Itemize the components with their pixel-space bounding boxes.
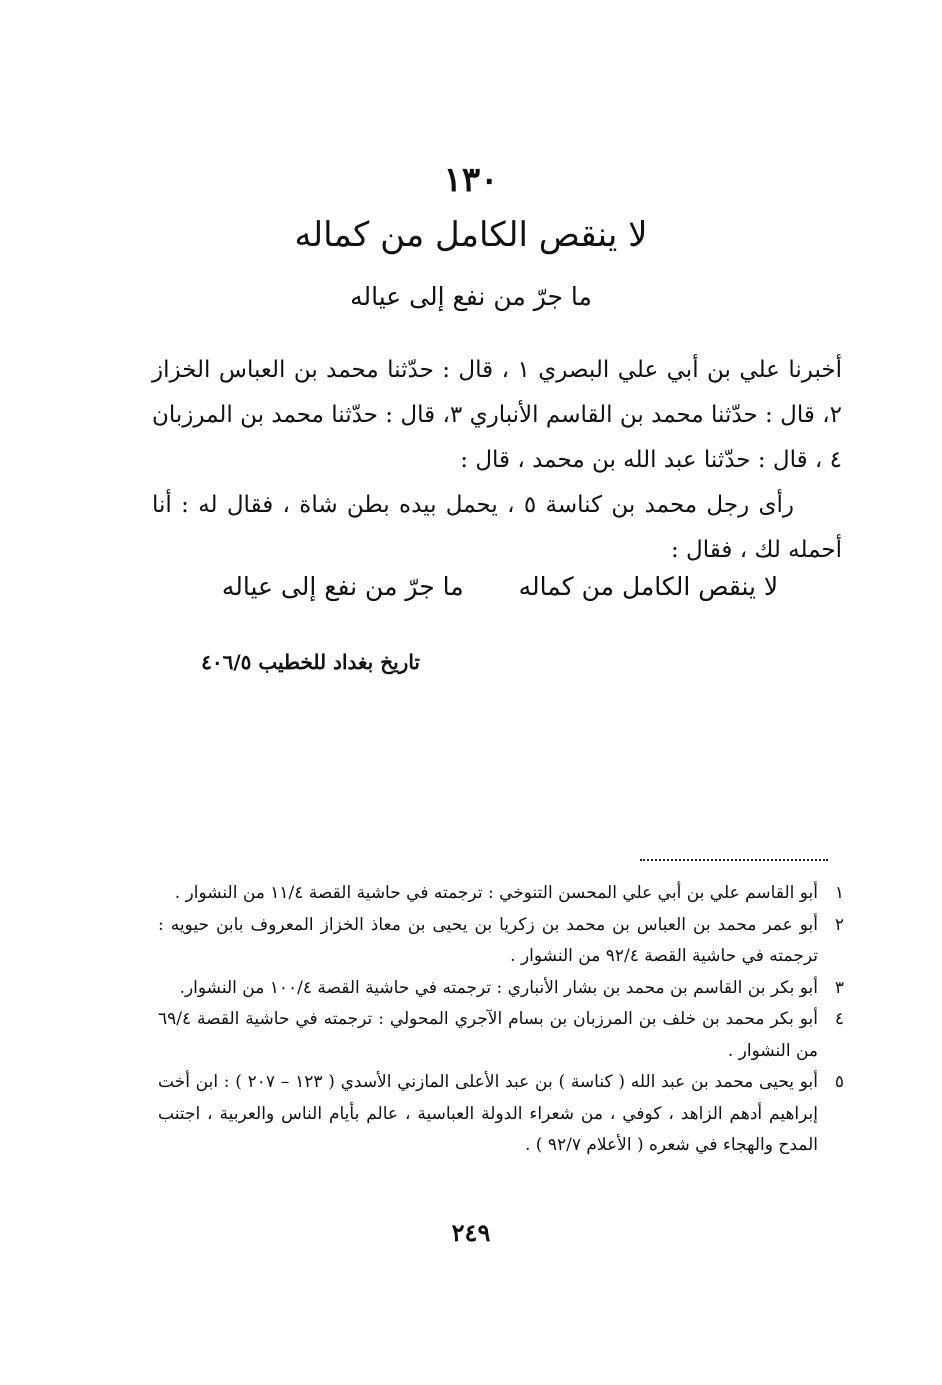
footnote-text: أبو عمر محمد بن العباس بن محمد بن زكريا بن يحيى بن معاذ الخزاز المعروف بابن حيويه : ترجمته في حاشية القصة ٩٢/٤ من النشوار .: [158, 914, 818, 966]
verse-hemistich-first: لا ينقص الكامل من كماله: [518, 572, 779, 601]
footnote-text: أبو القاسم علي بن أبي علي المحسن التنوخي : ترجمته في حاشية القصة ١١/٤ من النشوار .: [174, 883, 818, 903]
footnote-text: أبو بكر بن القاسم بن محمد بن بشار الأنباري : ترجمته في حاشية القصة ١٠٠/٤ من النشوار.: [179, 977, 818, 998]
isnad-paragraph: أخبرنا علي بن أبي علي البصري ١ ، قال : حدّثنا محمد بن العباس الخزاز ٢، قال : حدّثنا محمد بن القاسم الأنباري ٣، قال : حدّثنا محمد بن المرزبان ٤ ، قال : حدّثنا عبد الله بن محمد ، قال :: [152, 357, 842, 473]
footnote-number: ٤: [834, 1009, 844, 1029]
story-number: ١٣٠: [443, 160, 499, 200]
verse-hemistich-second: ما جرّ من نفع إلى عياله: [221, 572, 464, 601]
footnote-item: [158, 1004, 844, 1067]
footnote-number: ٥: [834, 1072, 844, 1092]
footnote-number: ١: [834, 883, 844, 903]
footnote-item: [158, 973, 844, 1005]
footnote-number: ٢: [834, 914, 844, 935]
footnote-item: [158, 878, 844, 910]
story-title: لا ينقص الكامل من كماله: [294, 215, 648, 255]
source-citation: تاريخ بغداد للخطيب ٤٠٦/٥: [201, 650, 420, 674]
narration-body: [152, 348, 842, 573]
story-subtitle: ما جرّ من نفع إلى عياله: [350, 282, 592, 311]
footnote-item: [158, 1067, 844, 1162]
footnote-item: [158, 910, 844, 973]
page-number: ٢٤٩: [451, 1218, 491, 1247]
footnote-text: أبو بكر محمد بن خلف بن المرزبان بن بسام الآجري المحولي : ترجمته في حاشية القصة ٦٩/٤ من النشوار .: [158, 1009, 818, 1061]
footnote-number: ٣: [834, 977, 844, 998]
footnotes-section: [158, 878, 844, 1162]
footnote-divider: [640, 859, 828, 861]
story-paragraph: رأى رجل محمد بن كناسة ٥ ، يحمل بيده بطن شاة ، فقال له : أنا أحمله لك ، فقال :: [152, 492, 842, 563]
footnote-text: أبو يحيى محمد بن عبد الله ( كناسة ) بن عبد الأعلى المازني الأسدي ( ١٢٣ – ٢٠٧ ) : ابن أخت إبراهيم أدهم الزاهد ، كوفي ، من شعراء الدولة العباسية ، عالم بأيام الناس والعربية ، اجتنب المدح والهجاء في شعره ( الأعلام ٩٢/٧ ) .: [158, 1072, 819, 1155]
verse-line: [200, 572, 800, 601]
